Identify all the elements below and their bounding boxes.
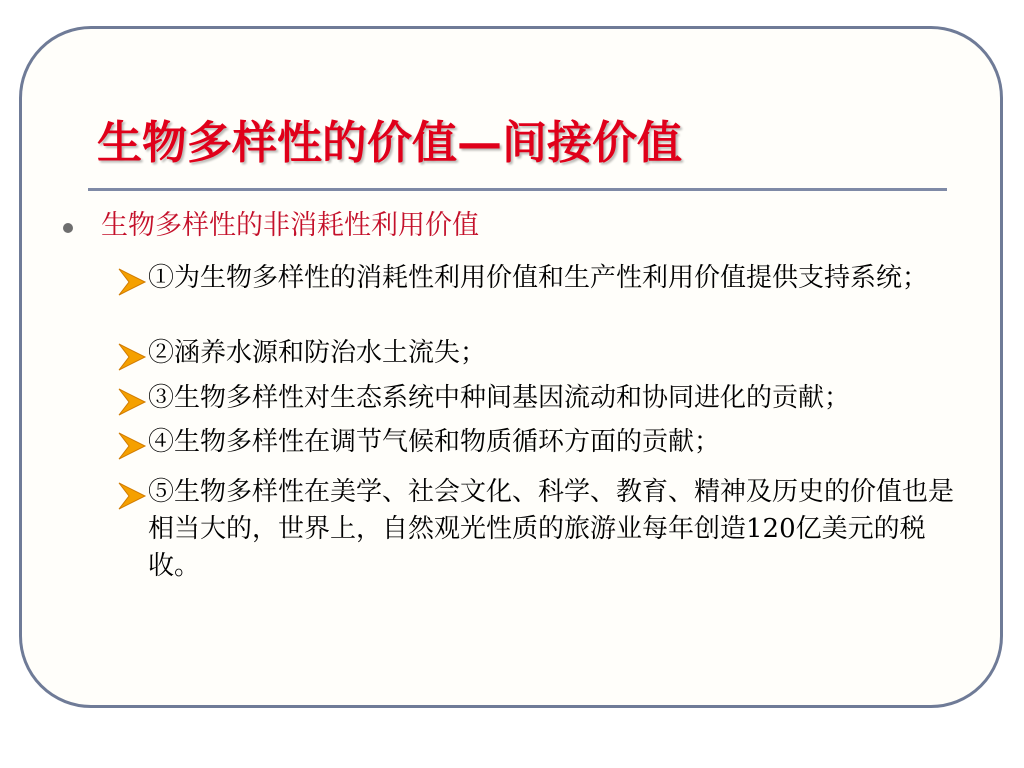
subitem-1-text: ①为生物多样性的消耗性利用价值和生产性利用价值提供支持系统；: [148, 263, 929, 293]
bullet-level1-text: 生物多样性的非消耗性利用价值: [101, 210, 479, 241]
arrow-bullet-icon: [117, 431, 147, 461]
arrow-bullet-icon: [117, 387, 147, 417]
subitem-5-text: ⑤生物多样性在美学、社会文化、科学、教育、精神及历史的价值也是相当大的，世界上，自然观光性质的旅游业每年创造120亿美元的税收。: [148, 477, 955, 581]
subitem-3-text: ③生物多样性对生态系统中种间基因流动和协同进化的贡献；: [148, 383, 851, 413]
slide-title: 生物多样性的价值—间接价值: [97, 116, 683, 169]
circle-bullet-icon: [63, 223, 73, 233]
arrow-bullet-icon: [117, 342, 147, 372]
arrow-bullet-icon: [117, 267, 147, 297]
bullet-level1: [63, 206, 479, 246]
subitem-4-text: ④生物多样性在调节气候和物质循环方面的贡献；: [148, 427, 721, 457]
title-underline: [88, 188, 947, 191]
arrow-bullet-icon: [117, 481, 147, 511]
subitem-2-text: ②涵养水源和防治水土流失；: [148, 338, 487, 368]
